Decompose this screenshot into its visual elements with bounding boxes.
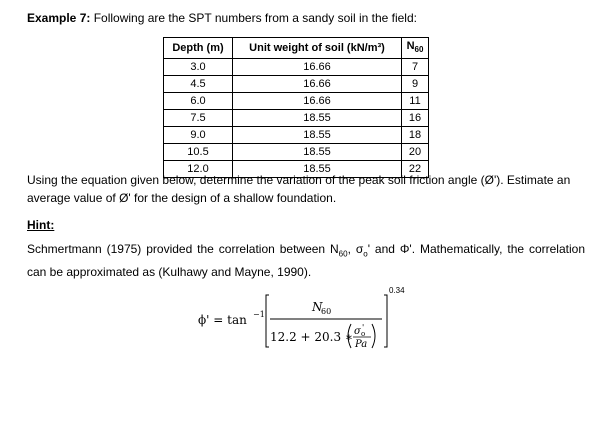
cell-unit-weight: 18.55 bbox=[233, 127, 402, 144]
cell-unit-weight: 18.55 bbox=[233, 144, 402, 161]
cell-depth: 10.5 bbox=[164, 144, 233, 161]
example-label: Example 7: bbox=[27, 11, 91, 25]
denominator-prefix: 12.2 + 20.3 ∗ bbox=[270, 330, 354, 344]
header-n60-sub: 60 bbox=[414, 45, 424, 55]
cell-depth: 3.0 bbox=[164, 59, 233, 76]
header-depth: Depth (m) bbox=[164, 38, 233, 59]
cell-n60: 11 bbox=[402, 93, 429, 110]
cell-n60: 18 bbox=[402, 127, 429, 144]
numerator-sub: 60 bbox=[321, 307, 332, 316]
header-unit-weight: Unit weight of soil (kN/m³) bbox=[233, 38, 402, 59]
cell-unit-weight: 18.55 bbox=[233, 161, 402, 178]
cell-n60: 16 bbox=[402, 110, 429, 127]
cell-unit-weight: 16.66 bbox=[233, 93, 402, 110]
cell-unit-weight: 16.66 bbox=[233, 76, 402, 93]
cell-depth: 7.5 bbox=[164, 110, 233, 127]
numerator-n: N bbox=[312, 300, 323, 314]
cell-depth: 6.0 bbox=[164, 93, 233, 110]
hint-heading: Hint: bbox=[27, 218, 55, 232]
cell-n60: 7 bbox=[402, 59, 429, 76]
hint-text-b: , σ bbox=[347, 242, 364, 256]
example-text: Following are the SPT numbers from a sandy soil in the field: bbox=[90, 11, 417, 25]
cell-depth: 4.5 bbox=[164, 76, 233, 93]
cell-n60: 22 bbox=[402, 161, 429, 178]
hint-text-a: Schmertmann (1975) provided the correlation between N bbox=[27, 242, 339, 256]
cell-depth: 9.0 bbox=[164, 127, 233, 144]
sigma-prime: ' bbox=[362, 323, 365, 332]
cell-unit-weight: 18.55 bbox=[233, 110, 402, 127]
formula-exponent: 0.34 bbox=[389, 286, 405, 295]
sigma-subscript: o bbox=[361, 330, 366, 338]
hint-sigma-sub: o bbox=[363, 249, 368, 259]
sigma-symbol: σ bbox=[354, 326, 361, 337]
cell-n60: 20 bbox=[402, 144, 429, 161]
cell-depth: 12.0 bbox=[164, 161, 233, 178]
cell-n60: 9 bbox=[402, 76, 429, 93]
right-bracket bbox=[384, 295, 387, 347]
formula-inverse: −1 bbox=[253, 310, 265, 319]
right-paren bbox=[372, 324, 375, 348]
header-n60-main: N bbox=[406, 40, 415, 52]
cell-unit-weight: 16.66 bbox=[233, 59, 402, 76]
formula-lhs: ϕ' = tan bbox=[198, 313, 247, 327]
left-bracket bbox=[266, 295, 269, 347]
question-paragraph: Using the equation given below, determine the variation of the peak soil friction angle (Ø'). Estimate an average value of Ø' for the design of a shallow foundation. bbox=[27, 173, 571, 205]
pa-symbol: Pa bbox=[355, 339, 368, 350]
hint-text-c: ' and Φ'. Mathematically, the correlation can be approximated as (Kulhawy and Mayne, 1990). bbox=[27, 242, 585, 280]
hint-n60-sub: 60 bbox=[338, 249, 348, 259]
